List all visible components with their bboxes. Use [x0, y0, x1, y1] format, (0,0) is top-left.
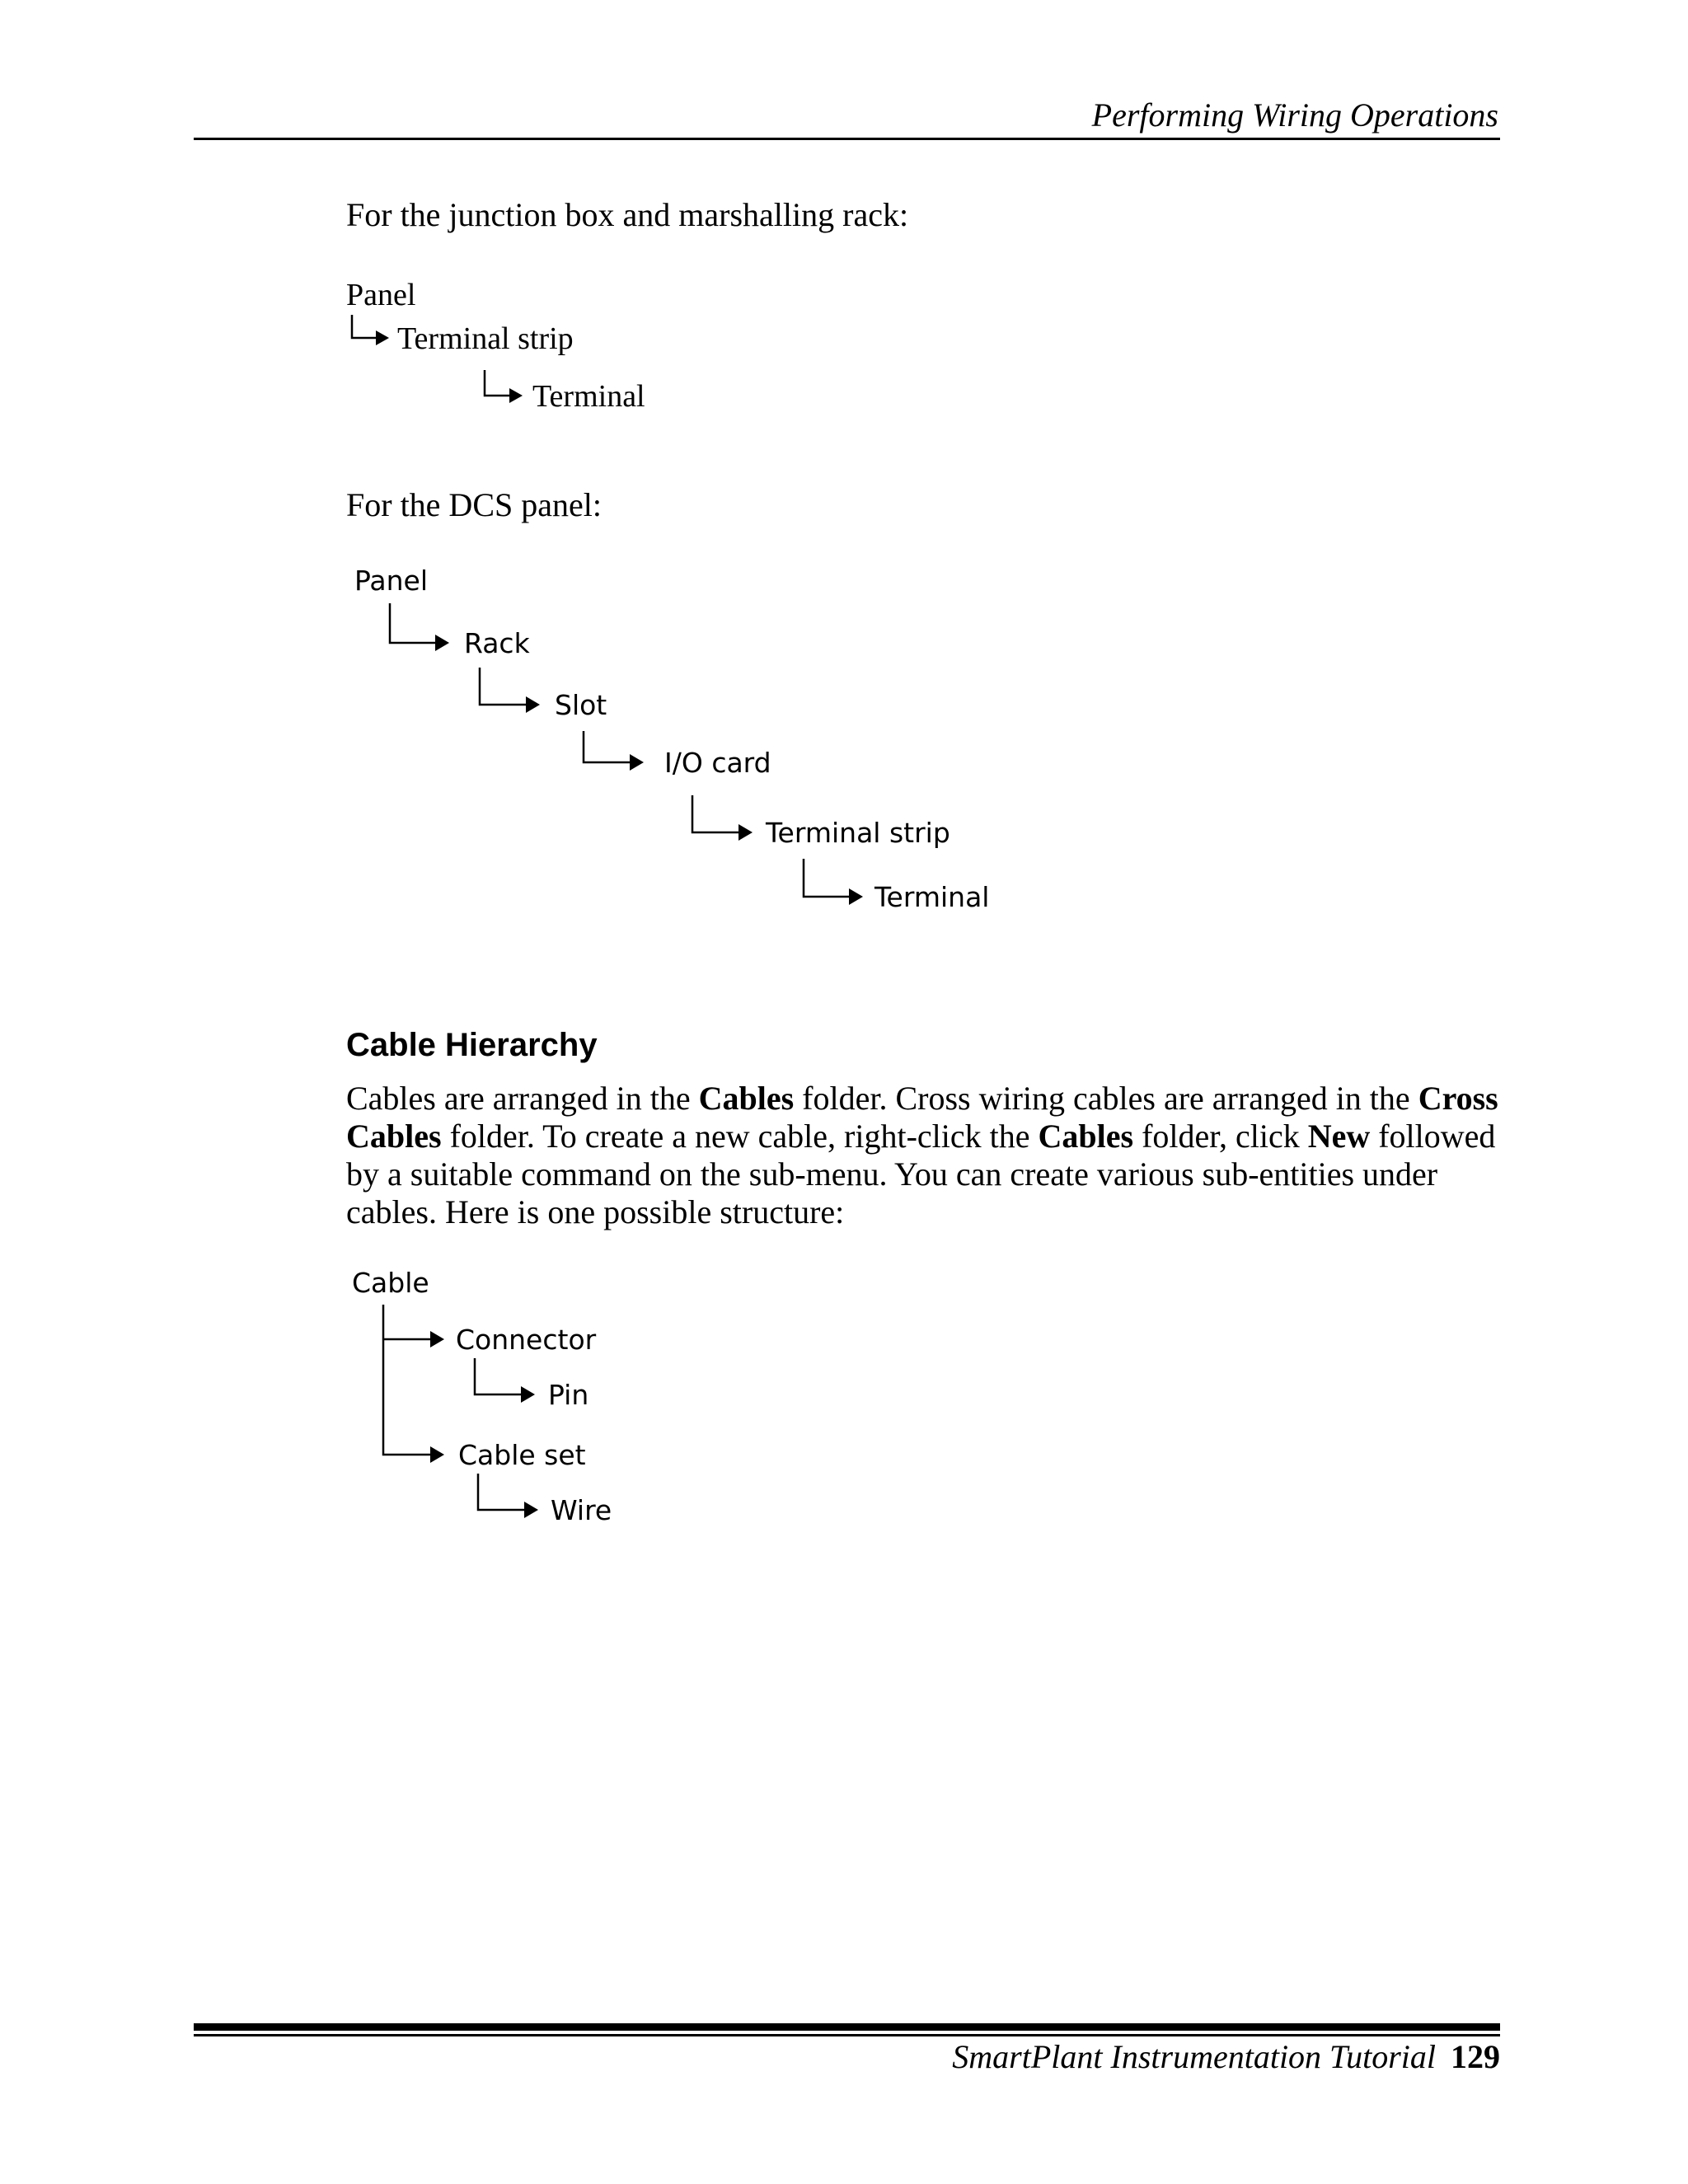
dcs-node-io-card: I/O card: [664, 747, 771, 779]
paragraph-text: folder, click: [1133, 1118, 1308, 1155]
dcs-node-terminal: Terminal: [874, 881, 990, 913]
junction-intro: For the junction box and marshalling rack:: [346, 196, 909, 233]
junction-node-panel: Panel: [346, 278, 416, 312]
running-footer: [952, 2037, 1500, 2076]
cable-node-wire: Wire: [551, 1494, 612, 1526]
cable-node-pin: Pin: [548, 1379, 589, 1411]
footer-rule-thick: [194, 2023, 1500, 2031]
dcs-intro: For the DCS panel:: [346, 486, 602, 523]
paragraph-text: folder. Cross wiring cables are arranged in the: [794, 1080, 1418, 1117]
bold-term-cables: Cables: [698, 1080, 795, 1117]
junction-node-terminal: Terminal: [532, 379, 645, 414]
running-header: Performing Wiring Operations: [1091, 96, 1498, 134]
bold-term-new: New: [1307, 1118, 1371, 1155]
bold-term-cross-cables: Cross Cables: [346, 1080, 1498, 1155]
dcs-node-panel: Panel: [354, 565, 429, 597]
cable-node-connector: Connector: [456, 1324, 597, 1356]
dcs-node-slot: Slot: [555, 689, 607, 721]
dcs-node-terminal-strip: Terminal strip: [766, 817, 950, 849]
cable-node-cable: Cable: [352, 1267, 429, 1299]
section-heading-cable-hierarchy: Cable Hierarchy: [346, 1027, 598, 1063]
paragraph-text: Cables are arranged in the: [346, 1080, 699, 1117]
junction-node-terminal-strip: Terminal strip: [397, 321, 574, 356]
paragraph-text: folder. To create a new cable, right-click the: [441, 1118, 1039, 1155]
cable-node-cable-set: Cable set: [458, 1439, 586, 1471]
page-number: 129: [1451, 2038, 1500, 2075]
dcs-node-rack: Rack: [464, 627, 530, 659]
paragraph-text: followed by a suitable command on the sub-menu. You can create various sub-entities under cables. Here is one possible structure:: [346, 1118, 1496, 1230]
footer-rule-thin: [194, 2034, 1500, 2036]
bold-term-cables: Cables: [1038, 1118, 1134, 1155]
footer-title: SmartPlant Instrumentation Tutorial: [952, 2038, 1436, 2075]
